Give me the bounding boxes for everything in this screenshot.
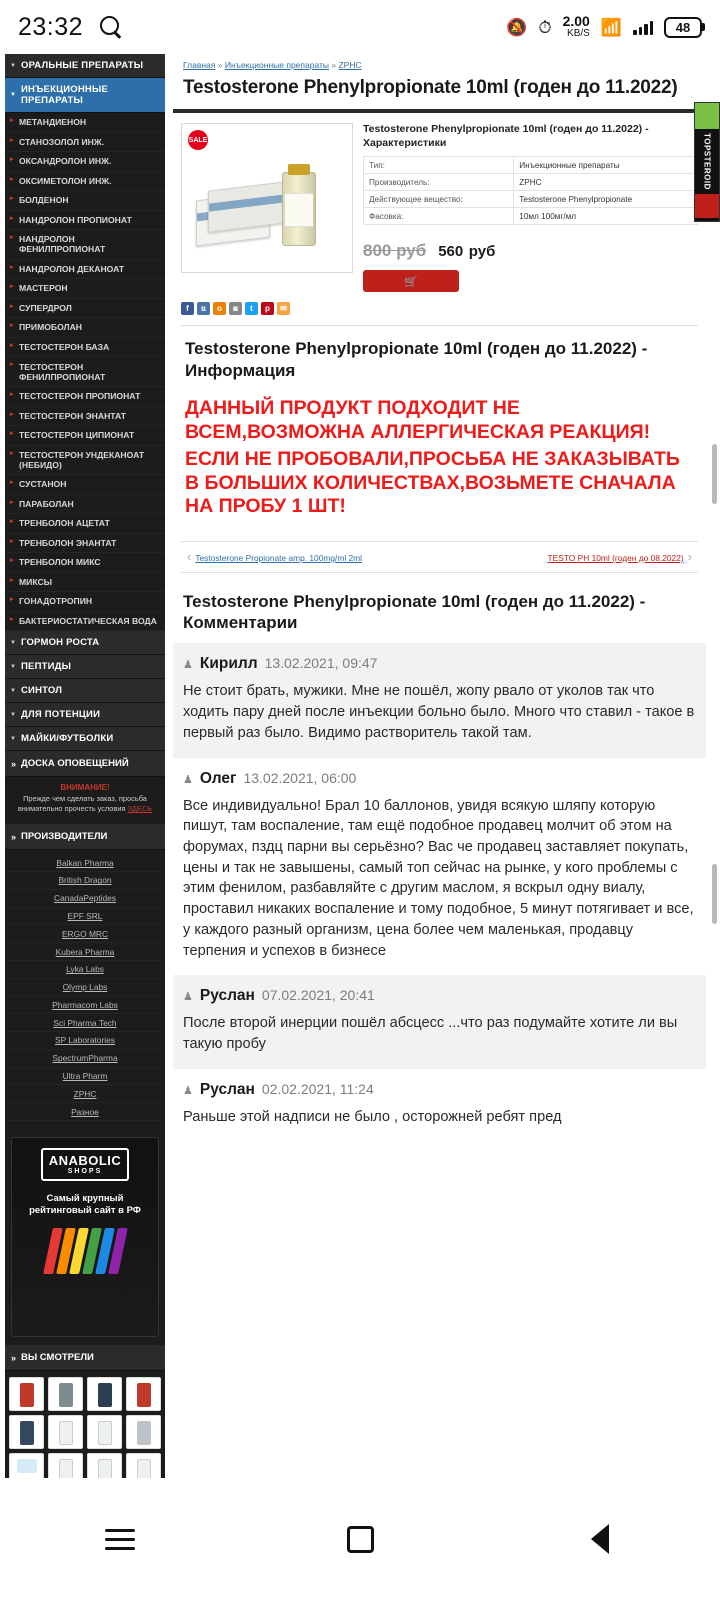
comment-author: Олег bbox=[199, 769, 237, 787]
page-title: Testosterone Phenylpropionate 10ml (годен до 11.2022) bbox=[183, 77, 678, 98]
notice-board-title: » ДОСКА ОПОВЕЩЕНИЙ bbox=[5, 751, 165, 777]
sidebar-item-0[interactable]: ▸ МЕТАНДИЕНОН bbox=[5, 113, 165, 133]
bell-off-icon: 🔕 bbox=[506, 17, 528, 37]
mail-icon[interactable]: ✉ bbox=[277, 302, 290, 315]
brands-list[interactable] bbox=[5, 850, 165, 1129]
prev-product-link[interactable]: Testosterone Propionate amp. 100mg/ml 2ml bbox=[195, 552, 362, 563]
comment-date: 13.02.2021, 09:47 bbox=[264, 655, 378, 672]
product-summary bbox=[173, 123, 706, 292]
breadcrumb-category[interactable]: Инъекционные препараты bbox=[224, 60, 329, 70]
viewed-item[interactable] bbox=[126, 1415, 161, 1449]
info-section bbox=[181, 325, 698, 528]
spec-key-0: Тип: bbox=[364, 157, 514, 174]
sidebar-item-4[interactable]: ▸ БОЛДЕНОН bbox=[5, 191, 165, 211]
brand-item-1[interactable]: British Dragon bbox=[5, 872, 165, 890]
table-row bbox=[364, 174, 698, 191]
comment-author: Кирилл bbox=[199, 655, 258, 673]
pinterest-icon[interactable]: p bbox=[261, 302, 274, 315]
brand-item-9[interactable]: Sci Pharma Tech bbox=[5, 1014, 165, 1032]
breadcrumb-home[interactable]: Главная bbox=[183, 60, 216, 70]
sidebar-item-22[interactable]: ▸ МИКСЫ bbox=[5, 573, 165, 593]
price-block bbox=[363, 239, 698, 262]
ad-banner-rays-icon bbox=[48, 1228, 123, 1274]
breadcrumb-sep-2: » bbox=[331, 60, 337, 70]
clock: 23:32 bbox=[18, 12, 84, 41]
product-warning bbox=[181, 391, 698, 529]
spec-key-1: Производитель: bbox=[364, 174, 514, 191]
brand-item-12[interactable]: Ultra Pharm bbox=[5, 1068, 165, 1086]
spec-value-3: 10мл 100мг/мл bbox=[514, 208, 698, 225]
brand-item-8[interactable]: Pharmacom Labs bbox=[5, 997, 165, 1015]
status-bar-right bbox=[506, 14, 702, 39]
sidebar-category-synthol[interactable]: ▼ СИНТОЛ bbox=[5, 679, 165, 703]
warning-line-2: ЕСЛИ НЕ ПРОБОВАЛИ,ПРОСЬБА НЕ ЗАКАЗЫВАТЬ В БОЛЬШИХ КОЛИЧЕСТВАХ,ВОЗЬМЕТЕ СНАЧАЛА НА ПРОБУ 1 ШТ! bbox=[185, 448, 680, 518]
viewed-item[interactable] bbox=[9, 1415, 44, 1449]
viewed-item[interactable] bbox=[48, 1415, 83, 1449]
comment-author: Руслан bbox=[199, 1080, 255, 1098]
prev-product[interactable] bbox=[195, 548, 362, 566]
comment-header bbox=[183, 1081, 696, 1099]
comment-item bbox=[173, 975, 706, 1068]
sidebar-item-17[interactable]: ▸ СУСТАНОН bbox=[5, 475, 165, 495]
table-row bbox=[364, 208, 698, 225]
network-speed bbox=[563, 14, 590, 39]
sidebar-item-16[interactable]: ▸ ТЕСТОСТЕРОН УНДЕКАНОАТ (НЕБИДО) bbox=[5, 446, 165, 476]
current-price bbox=[438, 239, 495, 262]
viewed-title: » ВЫ СМОТРЕЛИ bbox=[5, 1345, 165, 1371]
vk-icon[interactable]: в bbox=[197, 302, 210, 315]
old-price: 800 руб bbox=[363, 241, 427, 261]
spec-value-0: Инъекционные препараты bbox=[514, 157, 698, 174]
ad-banner[interactable] bbox=[11, 1137, 159, 1337]
comment-body: Раньше этой надписи не было , осторожней ребят пред bbox=[183, 1108, 562, 1125]
sidebar-item-3[interactable]: ▸ ОКСИМЕТОЛОН ИНЖ. bbox=[5, 172, 165, 192]
comment-item bbox=[173, 758, 706, 976]
viewed-item[interactable] bbox=[87, 1453, 122, 1478]
title-divider bbox=[173, 109, 706, 113]
status-bar-left bbox=[18, 13, 123, 42]
sidebar-item-13[interactable]: ▸ ТЕСТОСТЕРОН ПРОПИОНАТ bbox=[5, 387, 165, 407]
comment-body: После второй инерции пошёл абсцесс ...что раз подумайте хотите ли вы такую пробу bbox=[183, 1015, 678, 1053]
product-box-2-icon bbox=[208, 181, 286, 233]
breadcrumb bbox=[173, 54, 706, 72]
prev-arrow-icon[interactable]: ‹ bbox=[187, 549, 192, 565]
brand-item-2[interactable]: CanadaPeptides bbox=[5, 890, 165, 908]
ad-banner-logo-text: ANABOLIC bbox=[48, 1153, 122, 1168]
price-unit: руб bbox=[468, 243, 496, 261]
notice-link[interactable]: ЗДЕСЬ bbox=[127, 804, 153, 814]
price-value: 560 bbox=[438, 243, 464, 261]
sale-badge: SALE bbox=[188, 130, 208, 150]
avatar-icon: ♟ bbox=[183, 991, 193, 1004]
ad-banner-logo-sub: SHOPS bbox=[67, 1167, 103, 1175]
comment-date: 07.02.2021, 20:41 bbox=[261, 987, 375, 1004]
comment-header bbox=[183, 655, 696, 673]
table-row bbox=[364, 191, 698, 208]
ad-banner-tagline: Самый крупный рейтинговый сайт в РФ bbox=[29, 1192, 141, 1217]
breadcrumb-brand[interactable]: ZPHC bbox=[338, 60, 362, 70]
brand-item-10[interactable]: SP Laboratories bbox=[5, 1032, 165, 1050]
viewed-products[interactable] bbox=[5, 1371, 165, 1478]
spec-key-2: Действующее вещество: bbox=[364, 191, 514, 208]
back-icon[interactable] bbox=[574, 1513, 626, 1565]
avatar-icon: ♟ bbox=[183, 773, 193, 786]
viewed-item[interactable] bbox=[48, 1453, 83, 1478]
comment-date: 13.02.2021, 06:00 bbox=[243, 769, 357, 786]
sidebar-item-8[interactable]: ▸ МАСТЕРОН bbox=[5, 279, 165, 299]
add-to-cart-button[interactable] bbox=[363, 270, 459, 292]
comment-body: Все индивидуально! Брал 10 баллонов, увидя всякую шляпу которую пишут, там воспаление, там ещё подобное продавец молчит об этом на форумах, пздц парни вы серьёзно? Вас че продавец заставляет покупать, цены и так не завышены, самый топ сейчас на рынке, у кого проблемы с этим фенилом, разбавляйте с другим маслом, я вскрыл одну виалу, проставил никаких воспаление и тому подобное, 5 минут потягивает и все, у каждого разный организм, цена более чем маленькая, продавцу терпения и успехов в бизнесе bbox=[183, 797, 694, 959]
next-product[interactable] bbox=[548, 548, 684, 566]
banner-text: TOPSTEROID bbox=[702, 133, 712, 190]
comments-title: Testosterone Phenylpropionate 10ml (годен до 11.2022) - Комментарии bbox=[183, 591, 646, 633]
sidebar-item-18[interactable]: ▸ ПАРАБОЛАН bbox=[5, 495, 165, 515]
main-content bbox=[173, 54, 706, 1478]
avatar-icon: ♟ bbox=[183, 1084, 193, 1097]
comment-date: 02.02.2021, 11:24 bbox=[261, 1080, 374, 1097]
android-navigation-bar[interactable] bbox=[0, 1478, 720, 1600]
notice-warning: ВНИМАНИЕ! bbox=[60, 783, 110, 793]
specs-table bbox=[363, 156, 698, 225]
ad-banner-logo bbox=[41, 1148, 130, 1181]
search-icon[interactable] bbox=[99, 15, 123, 39]
viewed-item[interactable] bbox=[87, 1377, 122, 1411]
sidebar-item-24[interactable]: ▸ БАКТЕРИОСТАТИЧЕСКАЯ ВОДА bbox=[5, 612, 165, 632]
facebook-icon[interactable]: f bbox=[181, 302, 194, 315]
notice-body: Прежде чем сделать заказ, просьба внимательно прочесть условия bbox=[17, 794, 147, 814]
viewed-item[interactable] bbox=[9, 1453, 44, 1478]
sidebar-item-12[interactable]: ▸ ТЕСТОСТЕРОН ФЕНИЛПРОПИОНАТ bbox=[5, 357, 165, 387]
battery-indicator: 48 bbox=[664, 17, 702, 38]
browser-page bbox=[0, 54, 720, 1478]
sidebar-item-7[interactable]: ▸ НАНДРОЛОН ДЕКАНОАТ bbox=[5, 260, 165, 280]
comment-item bbox=[173, 643, 706, 757]
sidebar-category-potency[interactable]: ▼ ДЛЯ ПОТЕНЦИИ bbox=[5, 703, 165, 727]
sidebar-item-10[interactable]: ▸ ПРИМОБОЛАН bbox=[5, 318, 165, 338]
network-speed-unit: KB/S bbox=[567, 28, 590, 40]
brand-item-14[interactable]: Разное bbox=[5, 1103, 165, 1121]
sidebar-category-shirts[interactable]: ▼ МАЙКИ/ФУТБОЛКИ bbox=[5, 727, 165, 751]
brand-item-6[interactable]: Lyka Labs bbox=[5, 961, 165, 979]
sidebar-category-growth[interactable]: ▼ ГОРМОН РОСТА bbox=[5, 631, 165, 655]
home-icon[interactable] bbox=[334, 1513, 386, 1565]
sidebar-category-peptides[interactable]: ▼ ПЕПТИДЫ bbox=[5, 655, 165, 679]
brands-title: » ПРОИЗВОДИТЕЛИ bbox=[5, 824, 165, 850]
brand-item-7[interactable]: Olymp Labs bbox=[5, 979, 165, 997]
next-product-link[interactable]: TESTO PH 10ml (годен до 08.2022) bbox=[547, 552, 684, 563]
comment-header bbox=[183, 770, 696, 788]
sidebar-item-14[interactable]: ▸ ТЕСТОСТЕРОН ЭНАНТАТ bbox=[5, 407, 165, 427]
sidebar-category-injectable[interactable]: ▼ ИНЪЕКЦИОННЫЕ ПРЕПАРАТЫ bbox=[5, 78, 165, 113]
brand-item-4[interactable]: ERGO MRC bbox=[5, 925, 165, 943]
sidebar-item-5[interactable]: ▸ НАНДРОЛОН ПРОПИОНАТ bbox=[5, 211, 165, 231]
sidebar-item-11[interactable]: ▸ ТЕСТОСТЕРОН БАЗА bbox=[5, 338, 165, 358]
spec-key-3: Фасовка: bbox=[364, 208, 514, 225]
sidebar-category-oral[interactable]: ▼ ОРАЛЬНЫЕ ПРЕПАРАТЫ bbox=[5, 54, 165, 78]
comment-item bbox=[173, 1069, 706, 1142]
notice-text bbox=[13, 794, 157, 814]
viewed-item[interactable] bbox=[126, 1377, 161, 1411]
product-image[interactable] bbox=[181, 123, 353, 273]
comment-author: Руслан bbox=[199, 987, 255, 1005]
odnoklassniki-icon[interactable]: o bbox=[213, 302, 226, 315]
signal-bars-icon bbox=[633, 19, 653, 35]
brand-item-0[interactable]: Balkan Pharma bbox=[5, 854, 165, 872]
wifi-icon: 📶 bbox=[600, 17, 622, 37]
sidebar-item-2[interactable]: ▸ ОКСАНДРОЛОН ИНЖ. bbox=[5, 152, 165, 172]
cart-icon: 🛒 bbox=[404, 275, 418, 288]
product-specs bbox=[363, 123, 698, 292]
warning-line-1: ДАННЫЙ ПРОДУКТ ПОДХОДИТ НЕ ВСЕМ,ВОЗМОЖНА АЛЛЕРГИЧЕСКАЯ РЕАКЦИЯ! bbox=[185, 396, 651, 443]
viewed-item[interactable] bbox=[126, 1453, 161, 1478]
brand-item-11[interactable]: SpectrumPharma bbox=[5, 1050, 165, 1068]
alarm-icon: ⏱ bbox=[538, 17, 552, 37]
spec-value-1: ZPHC bbox=[514, 174, 698, 191]
spec-value-2: Testosterone Phenylpropionate bbox=[514, 191, 698, 208]
page-scrollbar[interactable] bbox=[712, 54, 717, 1478]
instagram-icon[interactable]: ◙ bbox=[229, 302, 242, 315]
share-bar[interactable] bbox=[173, 292, 706, 321]
comments-section bbox=[173, 579, 706, 1142]
comment-body: Не стоит брать, мужики. Мне не пошёл, жопу рвало от уколов так что ходить пару дней после инъекции больно было. Много что ставил - такое в первый раз было. Видимо растворитель такой там. bbox=[183, 683, 695, 741]
viewed-item[interactable] bbox=[48, 1377, 83, 1411]
next-arrow-icon[interactable]: › bbox=[687, 549, 692, 565]
sidebar-item-23[interactable]: ▸ ГОНАДОТРОПИН bbox=[5, 592, 165, 612]
viewed-grid bbox=[9, 1377, 161, 1478]
info-title: Testosterone Phenylpropionate 10ml (годен до 11.2022) - Информация bbox=[185, 339, 648, 380]
sidebar-item-21[interactable]: ▸ ТРЕНБОЛОН МИКС bbox=[5, 553, 165, 573]
avatar-icon: ♟ bbox=[183, 659, 193, 672]
sidebar-item-19[interactable]: ▸ ТРЕНБОЛОН АЦЕТАТ bbox=[5, 514, 165, 534]
status-bar bbox=[0, 0, 720, 54]
brand-item-13[interactable]: ZPHC bbox=[5, 1085, 165, 1103]
product-vial-icon bbox=[282, 172, 316, 246]
sidebar-item-9[interactable]: ▸ СУПЕРДРОЛ bbox=[5, 299, 165, 319]
sidebar-item-20[interactable]: ▸ ТРЕНБОЛОН ЭНАНТАТ bbox=[5, 534, 165, 554]
notice-board bbox=[5, 777, 165, 824]
table-row bbox=[364, 157, 698, 174]
sidebar-item-15[interactable]: ▸ ТЕСТОСТЕРОН ЦИПИОНАТ bbox=[5, 426, 165, 446]
recents-icon[interactable] bbox=[94, 1513, 146, 1565]
network-speed-value: 2.00 bbox=[562, 13, 590, 30]
product-pager[interactable] bbox=[181, 541, 698, 573]
sidebar-item-1[interactable]: ▸ СТАНОЗОЛОЛ ИНЖ. bbox=[5, 133, 165, 153]
comment-header bbox=[183, 987, 696, 1005]
brand-item-3[interactable]: EPF SRL bbox=[5, 908, 165, 926]
twitter-icon[interactable]: t bbox=[245, 302, 258, 315]
sidebar-item-6[interactable]: ▸ НАНДРОЛОН ФЕНИЛПРОПИОНАТ bbox=[5, 230, 165, 260]
brand-item-5[interactable]: Kubera Pharma bbox=[5, 943, 165, 961]
product-photo bbox=[192, 148, 342, 248]
product-specs-title: Testosterone Phenylpropionate 10ml (годен до 11.2022) - Характеристики bbox=[363, 123, 649, 149]
viewed-item[interactable] bbox=[87, 1415, 122, 1449]
sidebar[interactable] bbox=[5, 54, 165, 1478]
breadcrumb-sep: » bbox=[217, 60, 223, 70]
viewed-item[interactable] bbox=[9, 1377, 44, 1411]
